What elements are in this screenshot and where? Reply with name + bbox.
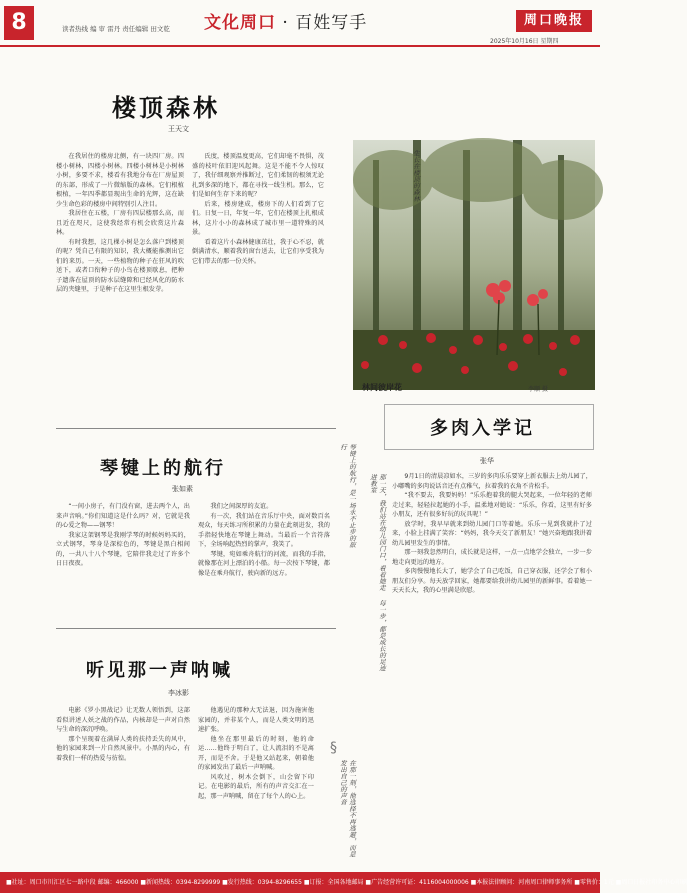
article3-column-2 xyxy=(198,706,314,866)
article4-p4: 那一刻我忽然明白，成长就是这样，一点一点地学会独立，一步一步地走向更远的地方。 xyxy=(392,549,592,566)
article2-author: 张如素 xyxy=(172,485,193,493)
article1-column-2 xyxy=(192,152,324,417)
article3-column-1 xyxy=(56,706,190,866)
article4-p5: 多肉慢慢地长大了，她学会了自己吃饭，自己穿衣服，还学会了和小朋友们分享。每天放学回家，她都要给我讲幼儿园里的新鲜事。看着她一天天长大，我的心里满是欣慰。 xyxy=(392,568,592,594)
footer-bar: ■社址：周口市川汇区七一路中段 邮编：466000 ■新闻热线：0394-8299999 ■发行热线：0394-8296655 ■订报：全国各地邮局 ■广告经营许可证：4116004000006 ■本报法律顾问：河南周口律师事务所 ■零售价：1元 ■周口日报社印务中心印刷 xyxy=(0,872,600,893)
article2-column-1 xyxy=(56,502,190,620)
article3-c1-p1: 电影《罗小黑战记》让无数人领悟到，这部看似讲述人妖之战的作品，内核却是一声对自然与生命的深沉呼唤。 xyxy=(56,707,190,733)
photo-caption: 林间彼岸花 xyxy=(362,383,402,392)
article1-c2-p2: 后来，楼房建成，楼房下的人们看到了它们。日复一日，年复一年，它们在楼顶上扎根成林，这片小小的森林成了城市里一道特殊的风景。 xyxy=(192,200,324,236)
photo-side-note: 生长在楼顶的森林 xyxy=(412,150,420,202)
swirl-ornament-icon: § xyxy=(330,740,337,756)
issue-date: 2025年10月16日 星期四 xyxy=(490,38,559,45)
article1-author: 王天文 xyxy=(168,125,189,133)
article2-column-2 xyxy=(198,502,330,620)
article1-c2-p1: 氏度，楼顶温度更高，它们却毫不畏惧，茂盛的枝叶依旧迎风起舞。这是不能不令人惊叹了，我仔细观察并推断过，它们柔韧的根须无论扎到多深的地下，都在寻找一线生机。那么，它们是如何生存下来的呢？ xyxy=(192,153,324,198)
article4-side-note-1: 那一天，我们站在幼儿园门口，看着她走进教室 xyxy=(369,474,386,591)
article1-c1-p2: 我居住在五楼，厂房有四层楼那么高，而且近在咫尺，这使我经常有机会欣赏这片森林。 xyxy=(56,210,184,236)
article4-author: 张华 xyxy=(480,457,494,465)
article2-side-note: 琴键上的航行，是一场永不止步的旅行 xyxy=(339,444,356,548)
article4-p1: 9月1日的清晨凉如水，三岁的多肉乐乐要穿上新衣服去上幼儿园了，小嘟嘴的多肉说话音还有点稚气，拉着我的衣角不肯松手。 xyxy=(392,473,592,490)
article2-c1-p2: 我家这架钢琴是我刚学琴的时候妈妈买的，立式钢琴，琴身是深棕色的，琴键是黑白相间的，一共八十八个琴键，它陪伴我走过了许多个日日夜夜。 xyxy=(56,531,190,567)
divider-1 xyxy=(56,428,336,429)
section-title-sub: 百姓写手 xyxy=(295,13,368,33)
newspaper-logo: 周口晚报 xyxy=(516,10,592,32)
article1-column-1 xyxy=(56,152,184,417)
photo-credit: 李顺 摄 xyxy=(528,386,548,393)
article2-c1-p1: “一间小房子，有门没有窗，进去两个人，出来声音响。”你们知道这是什么吗？对，它就是我的心爱之物——钢琴！ xyxy=(56,503,190,529)
article4-p3: 放学时，我早早就来到幼儿园门口等着她。乐乐一见到我就扑了过来，小脸上挂满了笑容：“妈妈，我今天交了新朋友！”她兴奋地跟我讲着幼儿园里发生的事情。 xyxy=(392,520,592,547)
article4-p2: “我不要去，我要妈妈！”乐乐抱着我的腿大哭起来，一位年轻的老师走过来，轻轻拉起她的小手，温柔地对她说：“乐乐，你看，这里有好多小朋友，还有很多好玩的玩具呢！” xyxy=(392,492,592,518)
article3-c2-p2: 他坐在那里最后的时刻，他的命运……他终于明白了，让人流泪的不是离开，而是不舍。于是他又站起来，朝着他的家园发出了最后一声呐喊。 xyxy=(198,735,314,771)
article3-c2-p3: 风吹过，树木会倒下，山会留下印记。在电影的最后，所有的声音交汇在一起，那一声呐喊，留在了每个人的心上。 xyxy=(198,773,314,800)
article3-title: 听见那一声呐喊 xyxy=(86,660,233,681)
article1-title: 楼顶森林 xyxy=(112,93,220,122)
article4-column xyxy=(392,472,592,866)
article2-c2-p1: 我们之间深厚的友谊。 xyxy=(210,503,273,510)
article3-c2-p1: 他遇见的那种大无法退，因为施害他家园的，并非某个人，而是人类文明的迅速扩张。 xyxy=(198,707,314,733)
article4-title: 多肉入学记 xyxy=(430,418,535,439)
article3-author: 李冰影 xyxy=(168,689,189,697)
article3-c1-p2: 那个呈现着在满屏人类的扶持丢失的风中，他的家园来到一片自然风景中。小黑的内心，有着我们一样的热爱与彷徨。 xyxy=(56,735,190,762)
article1-c2-p3: 看着这片小森林健康茁壮，我于心不忍，就倒满清水，顺着我的窗台送去，让它们享受我为它们带去的那一份关怀。 xyxy=(192,238,324,265)
article2-c2-p3: 琴键，宛如乘舟航行的河流，而我的手指，就像那在河上漂泊的小船。每一次按下琴键，都像是在乘舟航行，驶向新的远方。 xyxy=(198,550,330,577)
article2-title: 琴键上的航行 xyxy=(100,458,226,479)
editor-line: 读者热线 编 审 雷丹 责任编辑 田文乾 xyxy=(62,25,170,33)
section-title-dot: · xyxy=(276,13,296,33)
article4-side-note-2: 每一步，都是成长的足迹 xyxy=(378,600,386,672)
article3-side-note: 在那一刻，他选择不再逃避，而是发出自己的声音 xyxy=(339,760,356,858)
section-title xyxy=(204,8,367,33)
article2-c2-p2: 有一次，我们站在音乐厅中央，面对数百名观众，每天练习所积累的力量在此刻迸发，我的手指轻快地在琴键上舞动。当最后一个音符落下，全场响起热烈的掌声，我笑了。 xyxy=(198,512,330,548)
article1-c1-p3: 有时我想，这几棵小树是怎么落户到楼顶的呢？凭自己有限的知识，我大概能推测出它们的来历。一天，一些植物的种子在狂风的吹送下，或者口衔种子的小鸟在楼顶歇息，把种子遗落在屋顶的防水层缝隙和已经风化的防水层的夹缝里，于是种子在这里生根发芽。 xyxy=(56,238,184,293)
page-number: 8 xyxy=(4,6,34,40)
divider-2 xyxy=(56,628,336,629)
article1-c1-p1: 在我居住的楼房北侧，有一块四厂房。四楼小树林，四楼小树林。四楼小树林是小树林小树，多要不求，楼看有我地分布在厂房屋顶的东部，形成了一片微缩版的森林。它们根植根植，一年四季都显现出生命的光辉，这在缺少生命色彩的楼房中间特别引人注目。 xyxy=(56,153,184,208)
section-title-main: 文化周口 xyxy=(204,13,276,33)
header-rule xyxy=(0,45,600,47)
